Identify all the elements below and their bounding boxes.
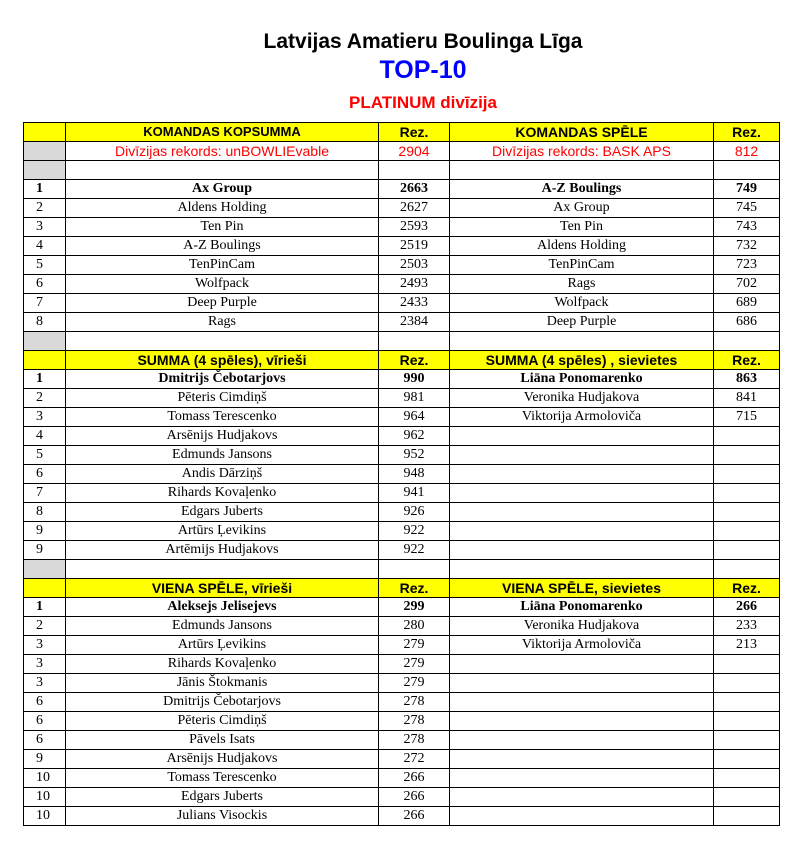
left-name-cell: Wolfpack <box>66 275 379 294</box>
left-name-cell: Artūrs Ļevikins <box>66 636 379 655</box>
table-row <box>24 218 780 237</box>
left-name-cell: TenPinCam <box>66 256 379 275</box>
left-score-cell: 2493 <box>379 275 450 294</box>
left-score-cell: 278 <box>379 693 450 712</box>
section3-header-row <box>24 579 780 598</box>
right-score-cell <box>714 503 780 522</box>
right-name-cell: Rags <box>450 275 714 294</box>
left-score-cell: 952 <box>379 446 450 465</box>
rank-cell: 8 <box>24 313 66 332</box>
right-name-cell: Deep Purple <box>450 313 714 332</box>
record-rank-cell <box>24 142 66 161</box>
right-name-cell: Ten Pin <box>450 218 714 237</box>
table-row <box>24 427 780 446</box>
left-score-cell: 2593 <box>379 218 450 237</box>
right-score-cell <box>714 522 780 541</box>
rank-cell: 10 <box>24 807 66 826</box>
rank-cell: 9 <box>24 522 66 541</box>
rank-cell: 6 <box>24 693 66 712</box>
left-name-cell: Aleksejs Jelisejevs <box>66 598 379 617</box>
right-score-cell <box>714 427 780 446</box>
right-score-cell <box>714 655 780 674</box>
left-score-cell: 266 <box>379 769 450 788</box>
right-name-cell: TenPinCam <box>450 256 714 275</box>
left-score-cell: 990 <box>379 370 450 389</box>
section1-left-score-header: Rez. <box>379 123 450 142</box>
table-row <box>24 294 780 313</box>
left-score-cell: 922 <box>379 541 450 560</box>
right-name-cell: A-Z Boulings <box>450 180 714 199</box>
right-score-cell <box>714 674 780 693</box>
rank-cell: 3 <box>24 655 66 674</box>
rank-cell: 6 <box>24 712 66 731</box>
right-name-cell: Liāna Ponomarenko <box>450 598 714 617</box>
right-score-cell <box>714 446 780 465</box>
right-score-cell <box>714 769 780 788</box>
section2-right-score-header: Rez. <box>714 351 780 370</box>
left-score-cell: 2503 <box>379 256 450 275</box>
table-row <box>24 598 780 617</box>
table-row <box>24 617 780 636</box>
left-name-cell: Deep Purple <box>66 294 379 313</box>
table-row <box>24 256 780 275</box>
right-name-cell <box>450 541 714 560</box>
rank-cell: 9 <box>24 541 66 560</box>
right-score-cell: 686 <box>714 313 780 332</box>
table-row <box>24 769 780 788</box>
left-name-cell: Pēteris Cimdiņš <box>66 712 379 731</box>
right-score-cell <box>714 750 780 769</box>
table-row <box>24 655 780 674</box>
right-name-cell <box>450 674 714 693</box>
right-name-cell: Wolfpack <box>450 294 714 313</box>
right-name-cell <box>450 731 714 750</box>
left-name-cell: Edmunds Jansons <box>66 446 379 465</box>
left-name-cell: Jānis Štokmanis <box>66 674 379 693</box>
section2-right-header: SUMMA (4 spēles) , sievietes <box>450 351 714 370</box>
right-score-cell: 749 <box>714 180 780 199</box>
section1-right-header: KOMANDAS SPĒLE <box>450 123 714 142</box>
left-score-cell: 2663 <box>379 180 450 199</box>
left-score-cell: 964 <box>379 408 450 427</box>
table-row <box>24 807 780 826</box>
left-name-cell: Dmitrijs Čebotarjovs <box>66 370 379 389</box>
left-score-cell: 2627 <box>379 199 450 218</box>
right-name-cell <box>450 693 714 712</box>
rank-cell: 6 <box>24 275 66 294</box>
left-name-cell: Rihards Kovaļenko <box>66 655 379 674</box>
left-score-cell: 922 <box>379 522 450 541</box>
rank-cell: 1 <box>24 180 66 199</box>
right-score-cell: 841 <box>714 389 780 408</box>
section3-left-header: VIENA SPĒLE, vīrieši <box>66 579 379 598</box>
right-name-cell <box>450 446 714 465</box>
spacer-row <box>24 332 780 351</box>
left-name-cell: Arsēnijs Hudjakovs <box>66 427 379 446</box>
table-row <box>24 484 780 503</box>
right-score-cell: 745 <box>714 199 780 218</box>
page-subtitle: TOP-10 <box>379 56 467 84</box>
right-score-cell: 863 <box>714 370 780 389</box>
left-score-cell: 278 <box>379 712 450 731</box>
table-row <box>24 693 780 712</box>
table-row <box>24 275 780 294</box>
left-score-cell: 279 <box>379 636 450 655</box>
left-name-cell: Rags <box>66 313 379 332</box>
left-name-cell: Aldens Holding <box>66 199 379 218</box>
right-name-cell: Veronika Hudjakova <box>450 617 714 636</box>
right-record-score: 812 <box>714 142 780 161</box>
table-row <box>24 788 780 807</box>
left-name-cell: Tomass Terescenko <box>66 408 379 427</box>
right-name-cell <box>450 503 714 522</box>
table-row <box>24 370 780 389</box>
record-row <box>24 142 780 161</box>
right-name-cell <box>450 750 714 769</box>
rank-cell: 6 <box>24 731 66 750</box>
section1-left-header: KOMANDAS KOPSUMMA <box>66 123 379 142</box>
left-name-cell: Tomass Terescenko <box>66 769 379 788</box>
left-score-cell: 2384 <box>379 313 450 332</box>
section2-left-score-header: Rez. <box>379 351 450 370</box>
table-row <box>24 389 780 408</box>
table-row <box>24 199 780 218</box>
division-label: PLATINUM divīzija <box>349 93 497 112</box>
right-name-cell <box>450 788 714 807</box>
rank-cell: 3 <box>24 636 66 655</box>
section2-left-header: SUMMA (4 spēles), vīrieši <box>66 351 379 370</box>
rank-cell: 2 <box>24 199 66 218</box>
right-score-cell: 233 <box>714 617 780 636</box>
right-score-cell <box>714 465 780 484</box>
left-score-cell: 2433 <box>379 294 450 313</box>
right-score-cell: 702 <box>714 275 780 294</box>
table-row <box>24 674 780 693</box>
left-name-cell: Pāvels Isats <box>66 731 379 750</box>
left-name-cell: Andis Dārziņš <box>66 465 379 484</box>
table-row <box>24 541 780 560</box>
right-name-cell <box>450 465 714 484</box>
left-score-cell: 278 <box>379 731 450 750</box>
left-record-label: Divīzijas rekords: unBOWLIEvable <box>66 142 379 161</box>
section3-right-score-header: Rez. <box>714 579 780 598</box>
header-rank-cell <box>24 579 66 598</box>
section3-right-header: VIENA SPĒLE, sievietes <box>450 579 714 598</box>
rank-cell: 2 <box>24 389 66 408</box>
section1-right-score-header: Rez. <box>714 123 780 142</box>
right-name-cell <box>450 522 714 541</box>
rank-cell: 10 <box>24 788 66 807</box>
rank-cell: 5 <box>24 256 66 275</box>
left-score-cell: 279 <box>379 655 450 674</box>
right-score-cell: 213 <box>714 636 780 655</box>
table-row <box>24 636 780 655</box>
left-name-cell: Dmitrijs Čebotarjovs <box>66 693 379 712</box>
rank-cell: 10 <box>24 769 66 788</box>
rank-cell: 7 <box>24 484 66 503</box>
right-name-cell: Aldens Holding <box>450 237 714 256</box>
right-name-cell: Viktorija Armoloviča <box>450 636 714 655</box>
rank-cell: 1 <box>24 598 66 617</box>
rank-cell: 3 <box>24 674 66 693</box>
table-row <box>24 712 780 731</box>
spacer-row <box>24 560 780 579</box>
right-name-cell <box>450 807 714 826</box>
page-title: Latvijas Amatieru Boulinga Līga <box>263 30 583 53</box>
left-name-cell: Ten Pin <box>66 218 379 237</box>
table-row <box>24 237 780 256</box>
left-score-cell: 299 <box>379 598 450 617</box>
table-row <box>24 180 780 199</box>
left-score-cell: 941 <box>379 484 450 503</box>
table-row <box>24 465 780 484</box>
table-row <box>24 503 780 522</box>
rank-cell: 5 <box>24 446 66 465</box>
left-name-cell: Edgars Juberts <box>66 788 379 807</box>
left-score-cell: 948 <box>379 465 450 484</box>
right-record-label: Divīzijas rekords: BASK APS <box>450 142 714 161</box>
left-record-score: 2904 <box>379 142 450 161</box>
left-name-cell: Julians Visockis <box>66 807 379 826</box>
table-row <box>24 522 780 541</box>
results-table <box>23 122 780 826</box>
rank-cell: 3 <box>24 408 66 427</box>
left-name-cell: Rihards Kovaļenko <box>66 484 379 503</box>
right-score-cell: 743 <box>714 218 780 237</box>
right-score-cell: 723 <box>714 256 780 275</box>
left-score-cell: 962 <box>379 427 450 446</box>
left-score-cell: 2519 <box>379 237 450 256</box>
rank-cell: 2 <box>24 617 66 636</box>
right-name-cell <box>450 712 714 731</box>
right-score-cell <box>714 484 780 503</box>
left-name-cell: Pēteris Cimdiņš <box>66 389 379 408</box>
right-name-cell: Ax Group <box>450 199 714 218</box>
table-row <box>24 408 780 427</box>
right-score-cell: 732 <box>714 237 780 256</box>
right-score-cell <box>714 712 780 731</box>
rank-cell: 6 <box>24 465 66 484</box>
rank-cell: 8 <box>24 503 66 522</box>
left-score-cell: 266 <box>379 788 450 807</box>
left-name-cell: Edmunds Jansons <box>66 617 379 636</box>
right-score-cell: 689 <box>714 294 780 313</box>
rank-cell: 4 <box>24 427 66 446</box>
left-name-cell: Ax Group <box>66 180 379 199</box>
left-score-cell: 981 <box>379 389 450 408</box>
left-score-cell: 926 <box>379 503 450 522</box>
left-name-cell: A-Z Boulings <box>66 237 379 256</box>
rank-cell: 1 <box>24 370 66 389</box>
table-row <box>24 313 780 332</box>
right-name-cell <box>450 427 714 446</box>
right-score-cell <box>714 788 780 807</box>
rank-cell: 3 <box>24 218 66 237</box>
left-score-cell: 272 <box>379 750 450 769</box>
rank-cell: 7 <box>24 294 66 313</box>
left-score-cell: 266 <box>379 807 450 826</box>
right-score-cell <box>714 807 780 826</box>
right-score-cell: 266 <box>714 598 780 617</box>
right-score-cell <box>714 541 780 560</box>
right-score-cell <box>714 693 780 712</box>
left-name-cell: Artēmijs Hudjakovs <box>66 541 379 560</box>
header-rank-cell <box>24 123 66 142</box>
right-name-cell <box>450 655 714 674</box>
left-score-cell: 280 <box>379 617 450 636</box>
rank-cell: 9 <box>24 750 66 769</box>
table-row <box>24 446 780 465</box>
table-row <box>24 731 780 750</box>
table-row <box>24 750 780 769</box>
left-name-cell: Edgars Juberts <box>66 503 379 522</box>
right-score-cell: 715 <box>714 408 780 427</box>
left-name-cell: Artūrs Ļevikins <box>66 522 379 541</box>
left-score-cell: 279 <box>379 674 450 693</box>
right-name-cell <box>450 484 714 503</box>
right-score-cell <box>714 731 780 750</box>
section3-left-score-header: Rez. <box>379 579 450 598</box>
right-name-cell: Veronika Hudjakova <box>450 389 714 408</box>
section2-header-row <box>24 351 780 370</box>
section1-header-row <box>24 123 780 142</box>
left-name-cell: Arsēnijs Hudjakovs <box>66 750 379 769</box>
header-rank-cell <box>24 351 66 370</box>
right-name-cell: Viktorija Armoloviča <box>450 408 714 427</box>
spacer-row <box>24 161 780 180</box>
right-name-cell: Liāna Ponomarenko <box>450 370 714 389</box>
rank-cell: 4 <box>24 237 66 256</box>
right-name-cell <box>450 769 714 788</box>
